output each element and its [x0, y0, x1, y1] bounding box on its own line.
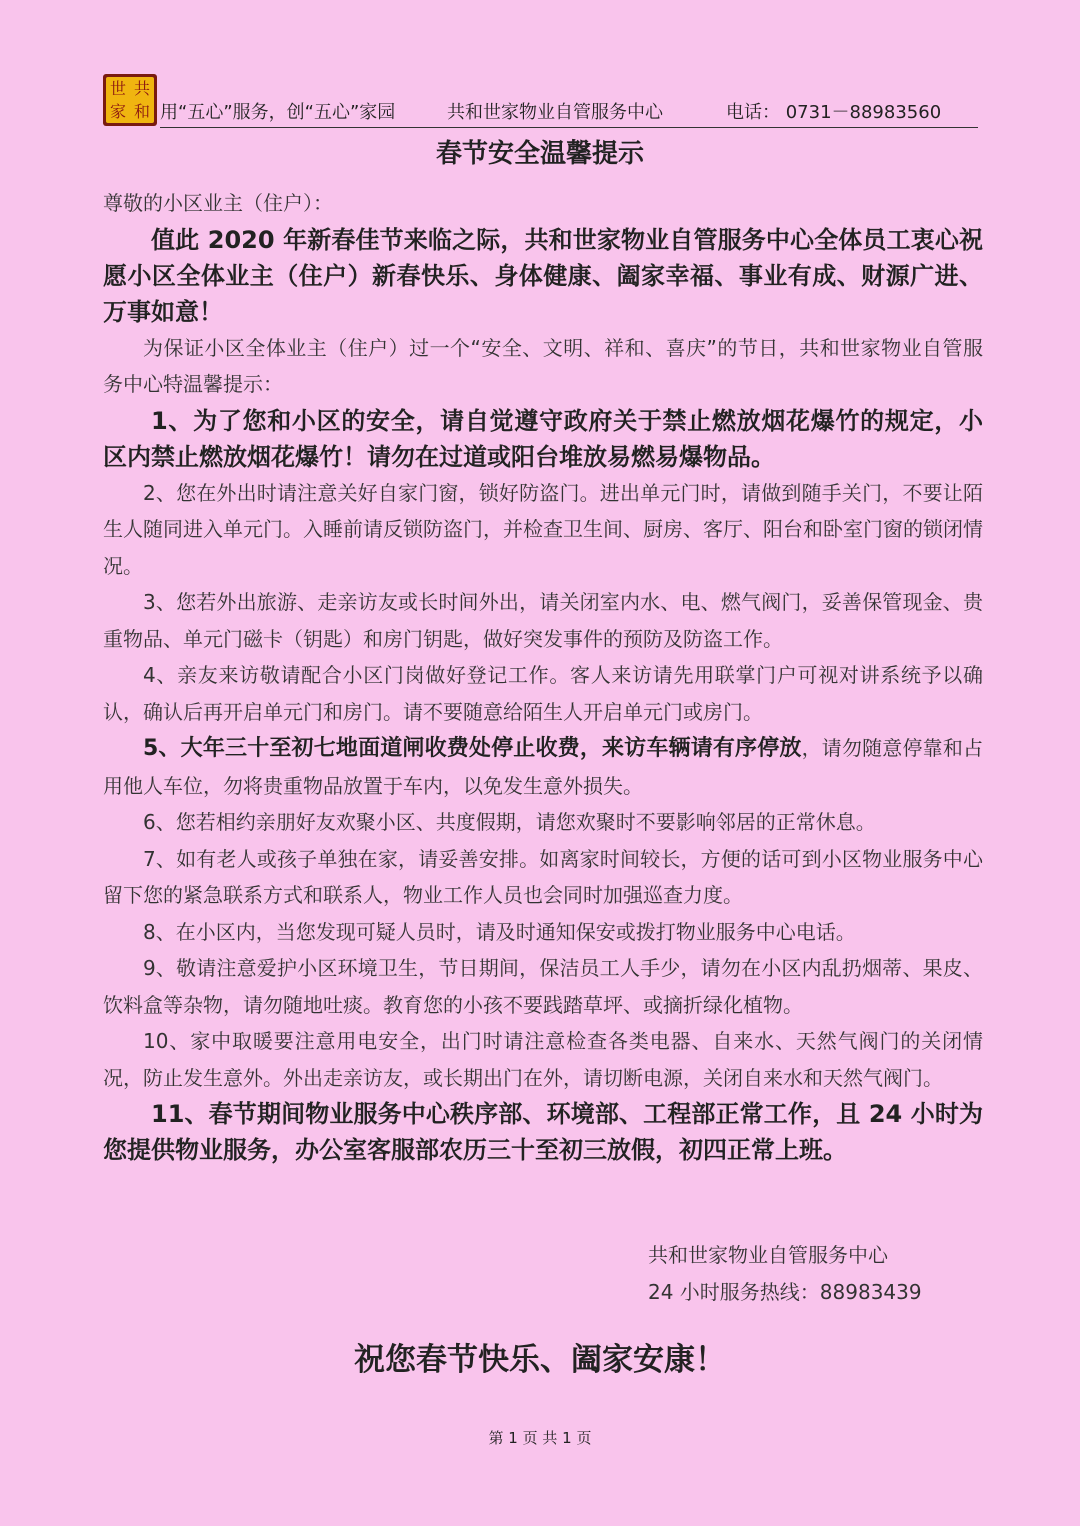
logo-char: 家: [109, 101, 126, 121]
tip-6: 6、您若相约亲朋好友欢聚小区、共度假期，请您欢聚时不要影响邻居的正常休息。: [143, 810, 876, 834]
document-title: 春节安全温馨提示: [435, 139, 644, 169]
intro-paragraph: 为保证小区全体业主（住户）过一个“安全、文明、祥和、喜庆”的节日，共和世家物业自管服务中心特温馨提示：: [103, 335, 983, 396]
tip-5: [103, 730, 983, 804]
tip-7: 7、如有老人或孩子单独在家，请妥善安排。如离家时间较长，方便的话可到小区物业服务中心留下您的紧急联系方式和联系人，物业工作人员也会同时加强巡查力度。: [103, 846, 983, 907]
tip-8: 8、在小区内，当您发现可疑人员时，请及时通知保安或拨打物业服务中心电话。: [143, 919, 856, 944]
closing-wish: 祝您春节快乐、阖家安康！: [354, 1342, 726, 1378]
letterhead: [160, 101, 978, 128]
signature-hotline: 24 小时服务热线：88983439: [648, 1280, 922, 1304]
tip-5-rest: ，请勿随意停靠和占用他人车位，勿将贵重物品放置于车内，以免发生意外损失。: [103, 736, 984, 798]
tip-10: 10、家中取暖要注意用电安全，出门时请注意检查各类电器、自来水、天然气阀门的关闭情况，防止发生意外。外出走亲访友，或长期出门在外，请切断电源，关闭自来水和天然气阀门。: [103, 1029, 983, 1090]
signature-block: [648, 1237, 922, 1311]
org-logo: [103, 74, 157, 126]
logo-char: 共: [133, 78, 150, 98]
tip-2: 2、您在外出时请注意关好自家门窗，锁好防盗门。进出单元门时，请做到随手关门，不要让陌生人随同进入单元门。入睡前请反锁防盗门，并检查卫生间、厨房、客厅、阳台和卧室门窗的锁闭情况。: [103, 480, 983, 578]
logo-char: 世: [109, 78, 126, 98]
notice-body: [103, 185, 983, 1168]
letterhead-phone: 电话： 0731－88983560: [726, 102, 942, 123]
blessing-paragraph: 值此 2020 年新春佳节来临之际，共和世家物业自管服务中心全体员工衷心祝愿小区全体业主（住户）新春快乐、身体健康、阖家幸福、事业有成、财源广进、万事如意！: [103, 225, 983, 326]
page-number: 第 1 页 共 1 页: [488, 1429, 592, 1447]
logo-char: 和: [133, 101, 150, 121]
tip-3: 3、您若外出旅游、走亲访友或长时间外出，请关闭室内水、电、燃气阀门，妥善保管现金、贵重物品、单元门磁卡（钥匙）和房门钥匙，做好突发事件的预防及防盗工作。: [103, 590, 983, 651]
org-logo-seal: [106, 77, 154, 123]
tip-9: 9、敬请注意爱护小区环境卫生，节日期间，保洁员工人手少，请勿在小区内乱扔烟蒂、果皮、饮料盒等杂物，请勿随地吐痰。教育您的小孩不要践踏草坪、或摘折绿化植物。: [103, 956, 983, 1017]
tip-11: 11、春节期间物业服务中心秩序部、环境部、工程部正常工作，且 24 小时为您提供物业服务，办公室客服部农历三十至初三放假，初四正常上班。: [103, 1100, 983, 1164]
tip-4: 4、亲友来访敬请配合小区门岗做好登记工作。客人来访请先用联掌门户可视对讲系统予以确认，确认后再开启单元门和房门。请不要随意给陌生人开启单元门或房门。: [103, 663, 983, 724]
signature-org: 共和世家物业自管服务中心: [648, 1243, 888, 1267]
letterhead-org-name: 共和世家物业自管服务中心: [447, 102, 663, 123]
tip-1: 1、为了您和小区的安全，请自觉遵守政府关于禁止燃放烟花爆竹的规定，小区内禁止燃放烟花爆竹！请勿在过道或阳台堆放易燃易爆物品。: [103, 406, 983, 471]
letterhead-slogan: 用“五心”服务，创“五心”家园: [160, 102, 396, 123]
tip-5-emphasis: 5、大年三十至初七地面道闸收费处停止收费，来访车辆请有序停放: [143, 736, 802, 761]
greeting: 尊敬的小区业主（住户）：: [103, 191, 333, 215]
